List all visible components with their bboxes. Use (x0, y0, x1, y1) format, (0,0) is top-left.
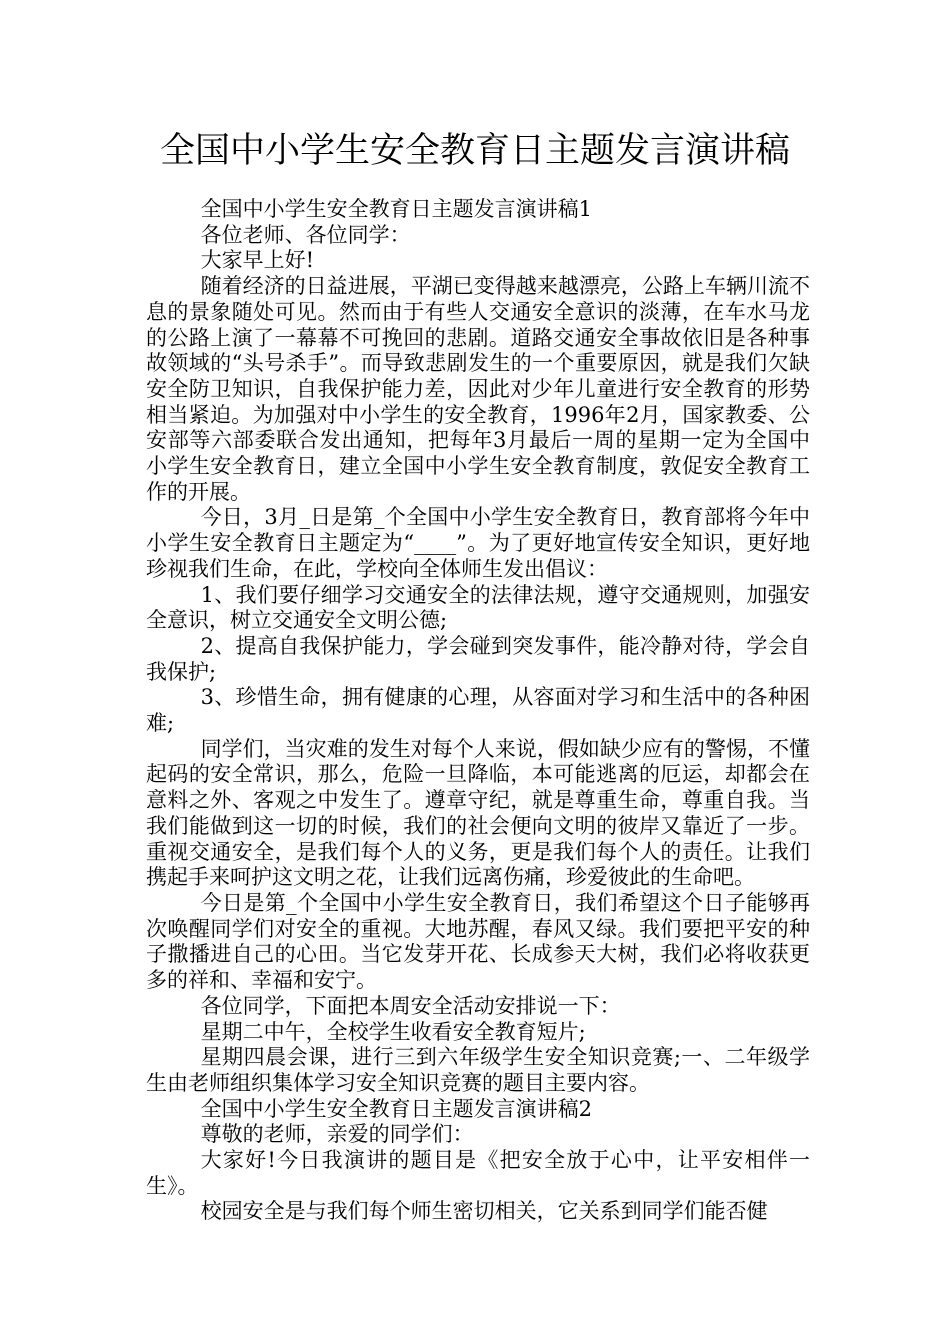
list-item: 3、珍惜生命，拥有健康的心理，从容面对学习和生活中的各种困难; (146, 685, 810, 736)
paragraph: 随着经济的日益进展，平湖已变得越来越漂亮，公路上车辆川流不息的景象随处可见。然而由于有些人交通安全意识的淡薄，在车水马龙的公路上演了一幕幕不可挽回的悲剧。道路交通安全事故依旧是各种事故领域的“头号杀手”。而导致悲剧发生的一个重要原因，就是我们欠缺安全防卫知识，自我保护能力差，因此对少年儿童进行安全教育的形势相当紧迫。为加强对中小学生的安全教育，1996年2月，国家教委、公安部等六部委联合发出通知，把每年3月最后一周的星期一定为全国中小学生安全教育日，建立全国中小学生安全教育制度，敦促安全教育工作的开展。 (146, 274, 810, 504)
paragraph: 各位同学，下面把本周安全活动安排说一下： (200, 993, 621, 1018)
greeting: 大家早上好! (200, 248, 315, 273)
salutation: 尊敬的老师，亲爱的同学们： (200, 1122, 474, 1147)
paragraph: 同学们，当灾难的发生对每个人来说，假如缺少应有的警惕，不懂起码的安全常识，那么，危险一旦降临，本可能逃离的厄运，却都会在意料之外、客观之中发生了。遵章守纪，就是尊重生命，尊重自我。当我们能做到这一切的时候，我们的社会便向文明的彼岸又靠近了一步。重视交通安全，是我们每个人的义务，更是我们每个人的责任。让我们携起手来呵护这文明之花，让我们远离伤痛，珍爱彼此的生命吧。 (146, 736, 810, 890)
paragraph: 校园安全是与我们每个师生密切相关，它关系到同学们能否健 (200, 1199, 768, 1224)
salutation: 各位老师、各位同学： (200, 222, 411, 247)
document-body (146, 197, 810, 1225)
paragraph: 星期四晨会课，进行三到六年级学生安全知识竞赛;一、二年级学生由老师组织集体学习安全知识竞赛的题目主要内容。 (146, 1045, 810, 1095)
paragraph: 星期二中午，全校学生收看安全教育短片; (200, 1019, 586, 1044)
paragraph: 今日，3月_日是第_个全国中小学生安全教育日，教育部将今年中小学生安全教育日主题定为“____”。为了更好地宣传安全知识，更好地珍视我们生命，在此，学校向全体师生发出倡议： (146, 505, 810, 581)
section-heading-2: 全国中小学生安全教育日主题发言演讲稿2 (200, 1096, 592, 1121)
document-title: 全国中小学生安全教育日主题发言演讲稿 (159, 131, 790, 171)
list-item: 1、我们要仔细学习交通安全的法律法规，遵守交通规则，加强安全意识，树立交通安全文明公德; (146, 582, 810, 633)
paragraph: 今日是第_个全国中小学生安全教育日，我们希望这个日子能够再次唤醒同学们对安全的重视。大地苏醒，春风又绿。我们要把平安的种子撒播进自己的心田。当它发芽开花、长成参天大树，我们必将收获更多的祥和、幸福和安宁。 (146, 890, 810, 993)
section-heading-1: 全国中小学生安全教育日主题发言演讲稿1 (200, 197, 592, 221)
greeting: 大家好!今日我演讲的题目是《把安全放于心中，让平安相伴一生》。 (146, 1148, 810, 1198)
list-item: 2、提高自我保护能力，学会碰到突发事件，能冷静对待，学会自我保护; (146, 633, 810, 684)
